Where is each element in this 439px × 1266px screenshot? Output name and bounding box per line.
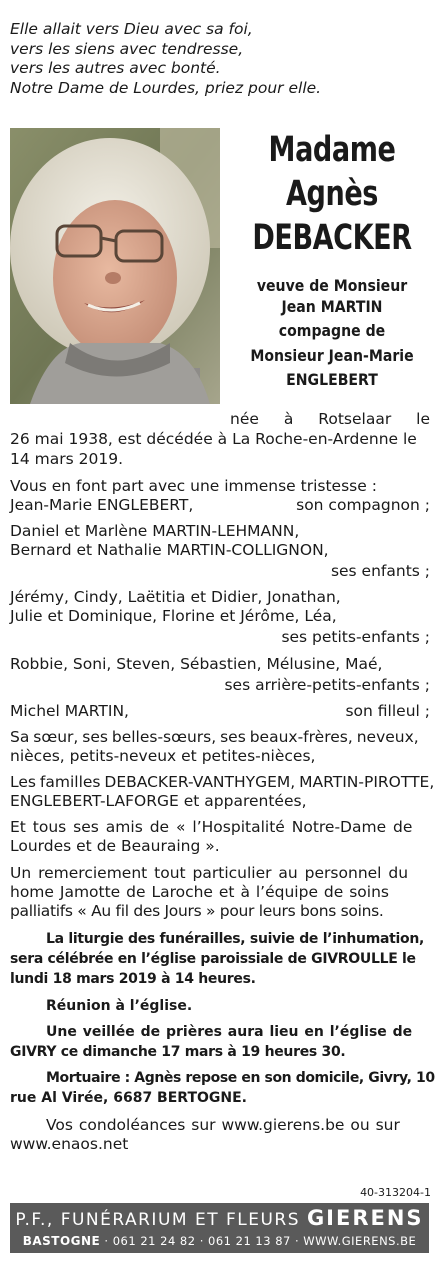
relation-line: compagne de xyxy=(278,321,386,340)
portrait-photo xyxy=(10,128,220,404)
godson-row xyxy=(10,702,430,722)
friends-line-1: Et tous ses amis de « l’Hospitalité Notre-Dame de xyxy=(10,818,413,836)
name-last: DEBACKER xyxy=(252,218,412,258)
birth-line-1 xyxy=(230,410,430,430)
birth-line-3: 14 mars 2019. xyxy=(10,450,123,468)
epitaph-quote xyxy=(10,20,430,98)
great-grandchildren-line: Robbie, Soni, Steven, Sébastien, Mélusine, Maé, xyxy=(10,655,383,673)
birth-line-2: 26 mai 1938, est décédée à La Roche-en-Ardenne le xyxy=(10,430,417,448)
footer-line-2 xyxy=(10,1233,429,1249)
companion-role: son compagnon ; xyxy=(296,496,430,514)
condolences-line-1: Vos condoléances sur www.gierens.be ou sur xyxy=(46,1116,400,1134)
inlaws-line-1: Sa sœur, ses belles-sœurs, ses beaux-frères, neveux, xyxy=(10,728,419,746)
birth-text: née à Rotselaar le xyxy=(230,410,430,428)
families-line-1: Les familles DEBACKER-VANTHYGEM, MARTIN-PIROTTE, xyxy=(10,773,435,791)
inlaws-line-2: nièces, petits-neveux et petites-nièces, xyxy=(10,747,316,765)
liturgy-line-2: sera célébrée en l’église paroissiale de GIVROULLE le xyxy=(10,951,416,967)
liturgy-line-1: La liturgie des funérailles, suivie de l’inhumation, xyxy=(46,931,425,947)
great-grandchildren-role: ses arrière-petits-enfants ; xyxy=(224,676,430,694)
reference-number: 40-313204-1 xyxy=(360,1186,431,1199)
children-line-1: Daniel et Marlène MARTIN-LEHMANN, xyxy=(10,522,300,540)
families-line-2: ENGLEBERT-LAFORGE et apparentées, xyxy=(10,792,307,810)
thanks-line-1: Un remerciement tout particulier au personnel du xyxy=(10,864,409,882)
funeral-home-footer xyxy=(10,1203,429,1253)
relation-line: Jean MARTIN xyxy=(281,297,383,316)
condolences-line-2: www.enaos.net xyxy=(10,1135,129,1153)
vigil-line-1: Une veillée de prières aura lieu en l’église de xyxy=(46,1024,413,1040)
footer-brand: GIERENS xyxy=(306,1206,424,1230)
mortuary-line-1: Mortuaire : Agnès repose en son domicile, Givry, 10 xyxy=(46,1070,435,1086)
quote-line: Notre Dame de Lourdes, priez pour elle. xyxy=(10,78,322,97)
children-line-2: Bernard et Nathalie MARTIN-COLLIGNON, xyxy=(10,541,329,559)
name-first: Agnès xyxy=(286,174,378,214)
quote-line: vers les autres avec bonté. xyxy=(10,59,221,77)
companion-row xyxy=(10,496,430,516)
grandchildren-line-1: Jérémy, Cindy, Laëtitia et Didier, Jonathan, xyxy=(10,588,341,606)
grandchildren-role: ses petits-enfants ; xyxy=(281,628,430,646)
portrait-image xyxy=(10,128,220,404)
godson-name: Michel MARTIN, xyxy=(10,702,129,720)
companion-name: Jean-Marie ENGLEBERT, xyxy=(10,496,194,514)
reunion-line: Réunion à l’église. xyxy=(46,998,193,1014)
footer-prefix: P.F., FUNÉRARIUM ET FLEURS xyxy=(15,1210,301,1230)
name-title: Madame xyxy=(268,130,396,170)
footer-city: BASTOGNE xyxy=(22,1234,101,1248)
vigil-line-2: GIVRY ce dimanche 17 mars à 19 heures 30. xyxy=(10,1044,346,1060)
quote-line: vers les siens avec tendresse, xyxy=(10,39,244,58)
relation-line: Monsieur Jean-Marie xyxy=(250,346,414,365)
quote-line: Elle allait vers Dieu avec sa foi, xyxy=(10,20,253,38)
liturgy-line-3: lundi 18 mars 2019 à 14 heures. xyxy=(10,971,256,987)
footer-contacts: · 061 21 24 82 · 061 21 13 87 · WWW.GIERENS.BE xyxy=(104,1234,417,1248)
friends-line-2: Lourdes et de Beauraing ». xyxy=(10,837,220,855)
relation-line: veuve de Monsieur xyxy=(256,276,408,295)
footer-line-1 xyxy=(10,1203,429,1233)
children-role: ses enfants ; xyxy=(330,562,430,580)
godson-role: son filleul ; xyxy=(345,702,430,720)
grandchildren-line-2: Julie et Dominique, Florine et Jérôme, Léa, xyxy=(10,607,337,625)
family-intro: Vous en font part avec une immense tristesse : xyxy=(10,477,377,495)
thanks-line-2: home Jamotte de Laroche et à l’équipe de soins xyxy=(10,883,389,901)
relation-line: ENGLEBERT xyxy=(286,370,378,389)
mortuary-line-2: rue Al Virée, 6687 BERTOGNE. xyxy=(10,1090,247,1106)
thanks-line-3: palliatifs « Au fil des Jours » pour leurs bons soins. xyxy=(10,902,384,920)
